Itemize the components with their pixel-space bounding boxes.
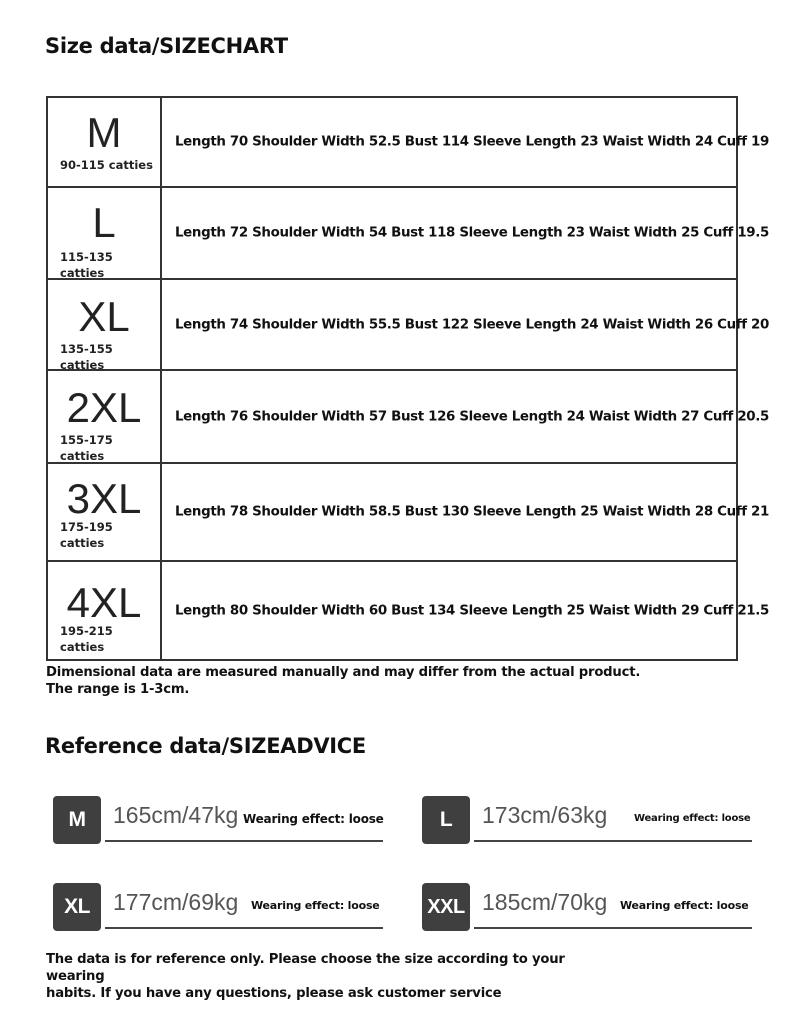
underline-divider [105,840,383,842]
size-row-4xl [48,562,769,659]
height-weight: 177cm/69kg [113,889,239,915]
weight-range: 195-215 catties [60,624,113,654]
measurement-disclaimer [46,664,640,698]
size-label: 2XL [66,384,142,431]
disclaimer-line: The range is 1-3cm. [46,682,190,697]
size-cell [48,371,162,462]
size-row-3xl [48,464,769,562]
wearing-effect: Wearing effect: loose [251,899,380,912]
size-label: 4XL [66,579,142,626]
measurements-text: Length 76 Shoulder Width 57 Bust 126 Sleeve Length 24 Waist Width 27 Cuff 20.5 [175,409,769,424]
size-badge: XL [53,883,101,931]
size-row-l [48,188,769,280]
size-badge: L [422,796,470,844]
advice-item-l [422,796,752,846]
size-cell [48,98,162,186]
measurements-text: Length 70 Shoulder Width 52.5 Bust 114 Sleeve Length 23 Waist Width 24 Cuff 19 [175,134,769,150]
height-weight: 185cm/70kg [482,889,608,915]
size-chart-table [46,96,769,661]
reference-disclaimer [46,951,606,1002]
advice-item-m [53,796,383,846]
size-label: 3XL [66,475,142,522]
weight-range: 115-135 catties [60,250,113,280]
size-row-m [48,98,769,188]
size-cell [48,188,162,278]
size-advice-title: Reference data/SIZEADVICE [45,734,366,758]
measurements-text: Length 74 Shoulder Width 55.5 Bust 122 Sleeve Length 24 Waist Width 26 Cuff 20 [175,317,769,332]
advice-item-xl [53,883,383,933]
wearing-effect: Wearing effect: loose [620,899,749,912]
size-badge: M [53,796,101,844]
weight-range: 155-175 catties [60,433,113,463]
disclaimer-line: The data is for reference only. Please choose the size according to your wearing [46,952,565,984]
size-row-2xl [48,371,769,464]
measurements-text: Length 78 Shoulder Width 58.5 Bust 130 Sleeve Length 25 Waist Width 28 Cuff 21 [175,504,769,520]
disclaimer-line: Dimensional data are measured manually and may differ from the actual product. [46,665,641,680]
wearing-effect: Wearing effect: loose [243,812,384,826]
size-chart-title: Size data/SIZECHART [45,34,288,58]
weight-range: 135-155 catties [60,342,113,372]
size-cell [48,280,162,372]
size-cell [48,562,162,659]
size-label: XL [78,293,130,340]
measurements-text: Length 80 Shoulder Width 60 Bust 134 Sleeve Length 25 Waist Width 29 Cuff 21.5 [175,603,769,618]
weight-range: 175-195 catties [60,520,113,550]
size-cell [48,464,162,560]
height-weight: 173cm/63kg [482,802,608,828]
measurements-text: Length 72 Shoulder Width 54 Bust 118 Sleeve Length 23 Waist Width 25 Cuff 19.5 [175,225,769,241]
size-badge: XXL [422,883,470,931]
advice-item-xxl [422,883,752,933]
weight-range: 90-115 catties [60,158,153,172]
height-weight: 165cm/47kg [113,802,239,828]
size-row-xl [48,280,769,372]
disclaimer-line: habits. If you have any questions, please ask customer service [46,986,502,1001]
size-label: M [86,109,122,156]
wearing-effect: Wearing effect: loose [634,813,751,824]
size-label: L [92,199,116,246]
underline-divider [105,927,383,929]
underline-divider [474,927,752,929]
underline-divider [474,840,752,842]
